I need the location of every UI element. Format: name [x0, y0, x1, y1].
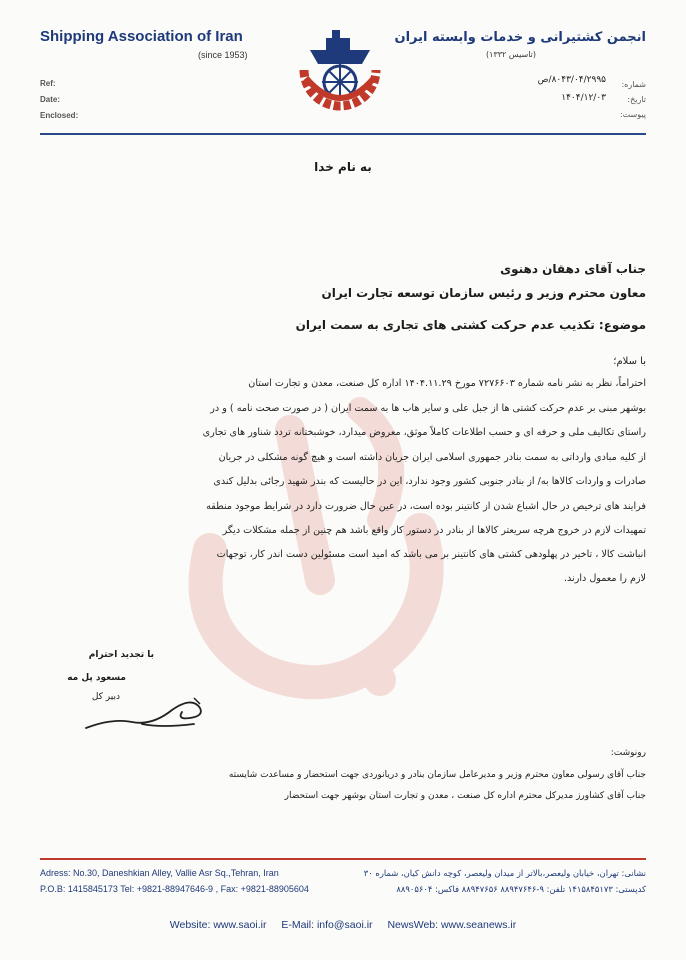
cc-title: رونوشت: — [610, 748, 646, 758]
cc-line: جناب آقای رسولی معاون محترم وزیر و مدیرعامل سازمان بنادر و دریانوردی جهت استحضار و مساعدت شایسته — [228, 770, 646, 780]
ref-label-en: Ref: — [40, 79, 56, 88]
body-line: لازم را معمول دارند. — [563, 573, 646, 584]
footer-address-fa: نشانی: تهران، خیابان ولیعصر،بالاتر از میدان ولیعصر، کوچه دانش کیان، شماره ۳۰ — [363, 868, 646, 878]
bismillah-heading: به نام خدا — [314, 160, 372, 174]
footer-address-en: Adress: No.30, Daneshkian Alley, Vallie Asr Sq.,Tehran, Iran — [40, 868, 279, 878]
footer-web-row — [0, 919, 686, 931]
body-line: بوشهر مبنی بر عدم حرکت کشتی ها از جبل علی و سایر هاب ها به سمت ایران ( در صورت صحت نامه ) و در — [210, 403, 646, 414]
cc-line: جناب آقای کشاورز مدیرکل محترم اداره کل صنعت ، معدن و تجارت استان بوشهر جهت استحضار — [284, 791, 646, 801]
footer-phone-fa: کدپستی: ۱۴۱۵۸۴۵۱۷۳ تلفن: ۹-۸۸۹۴۷۶۴۶ ۸۸۹۴۷۶۵۶ فاکس: ۸۸۹۰۵۶۰۴ — [396, 884, 646, 894]
footer-newsweb[interactable]: NewsWeb: www.seanews.ir — [387, 919, 517, 931]
handwritten-signature-icon — [82, 688, 212, 738]
body-line: تمهیدات لازم در خروج هرچه سریعتر کالاها از بنادر در دستور کار واقع باشد هم چنین از جمله مشکلات دیگر — [222, 525, 646, 536]
body-line: از کلیه مبادی وارداتی به سمت بنادر جمهوری اسلامی ایران جریان داشته است و هیچ گونه مشکلی در جریان — [218, 452, 646, 463]
addressee-title: معاون محترم وزیر و رئیس سازمان توسعه تجارت ایران — [321, 286, 646, 300]
body-line: صادرات و واردات کالاها به/ از بنادر جنوبی کشور وجود ندارد، این در حالیست که بندر شهید رجائی بدلیل کندی — [213, 476, 646, 487]
ref-label-fa: شماره: — [621, 80, 646, 89]
date-value: ۱۴۰۴/۱۲/۰۳ — [561, 93, 606, 103]
closing-text: با تجدید احترام — [88, 650, 154, 660]
letter-greeting: با سلام؛ — [613, 356, 646, 367]
date-label-en: Date: — [40, 95, 61, 104]
addressee-name: جناب آقای دهقان دهنوی — [500, 262, 646, 276]
date-label-fa: تاریخ: — [627, 95, 646, 104]
body-line: احتراماً، نظر به نشر نامه شماره ۷۲۷۶۶۰۳ مورخ ۱۴۰۴.۱۱.۲۹ اداره کل صنعت، معدن و تجارت استان — [248, 378, 646, 389]
footer-divider — [40, 858, 646, 860]
body-line: فرایند های ترخیص در حال اشباع شدن از کانتینر بوده است، در عین حال ضرورت دارد در شرایط موجود منطقه — [206, 501, 646, 512]
letter-subject: موضوع: تکذیب عدم حرکت کشتی های تجاری به سمت ایران — [295, 318, 646, 332]
body-line: انباشت کالا ، تاخیر در پهلودهی کشتی های کانتینر بر می باشد که امید است مسئولین دست اندر کار، توجهات — [216, 549, 646, 560]
signer-title: دبیر کل — [91, 692, 120, 702]
ref-value: ۸۰۴۳/۰۴/۲۹۹۵/ص — [537, 75, 606, 85]
org-name-en: Shipping Association of Iran — [40, 28, 243, 45]
org-name-fa: انجمن کشتیرانی و خدمات وابسته ایران — [394, 30, 646, 45]
watermark-emblem-icon — [170, 370, 470, 710]
footer-website[interactable]: Website: www.saoi.ir — [169, 919, 267, 931]
footer-email[interactable]: E-Mail: info@saoi.ir — [281, 919, 373, 931]
enclosed-label-en: Enclosed: — [40, 111, 79, 120]
footer-phone-en: P.O.B: 1415845173 Tel: +9821-88947646-9 , Fax: +9821-88905604 — [40, 884, 309, 894]
org-since-en: (since 1953) — [198, 50, 248, 60]
signer-name: مسعود پل مه — [67, 673, 126, 683]
enclosed-label-fa: پیوست: — [619, 110, 646, 119]
header-divider — [40, 133, 646, 135]
org-since-fa: (تاسیس ۱۳۳۲) — [486, 50, 536, 59]
association-logo-icon — [292, 20, 388, 120]
body-line: راستای تکالیف ملی و حرفه ای و حسب اطلاعات کاملاً موثق، معروض میدارد، خوشبختانه تردد شناور های تجاری — [202, 427, 646, 438]
